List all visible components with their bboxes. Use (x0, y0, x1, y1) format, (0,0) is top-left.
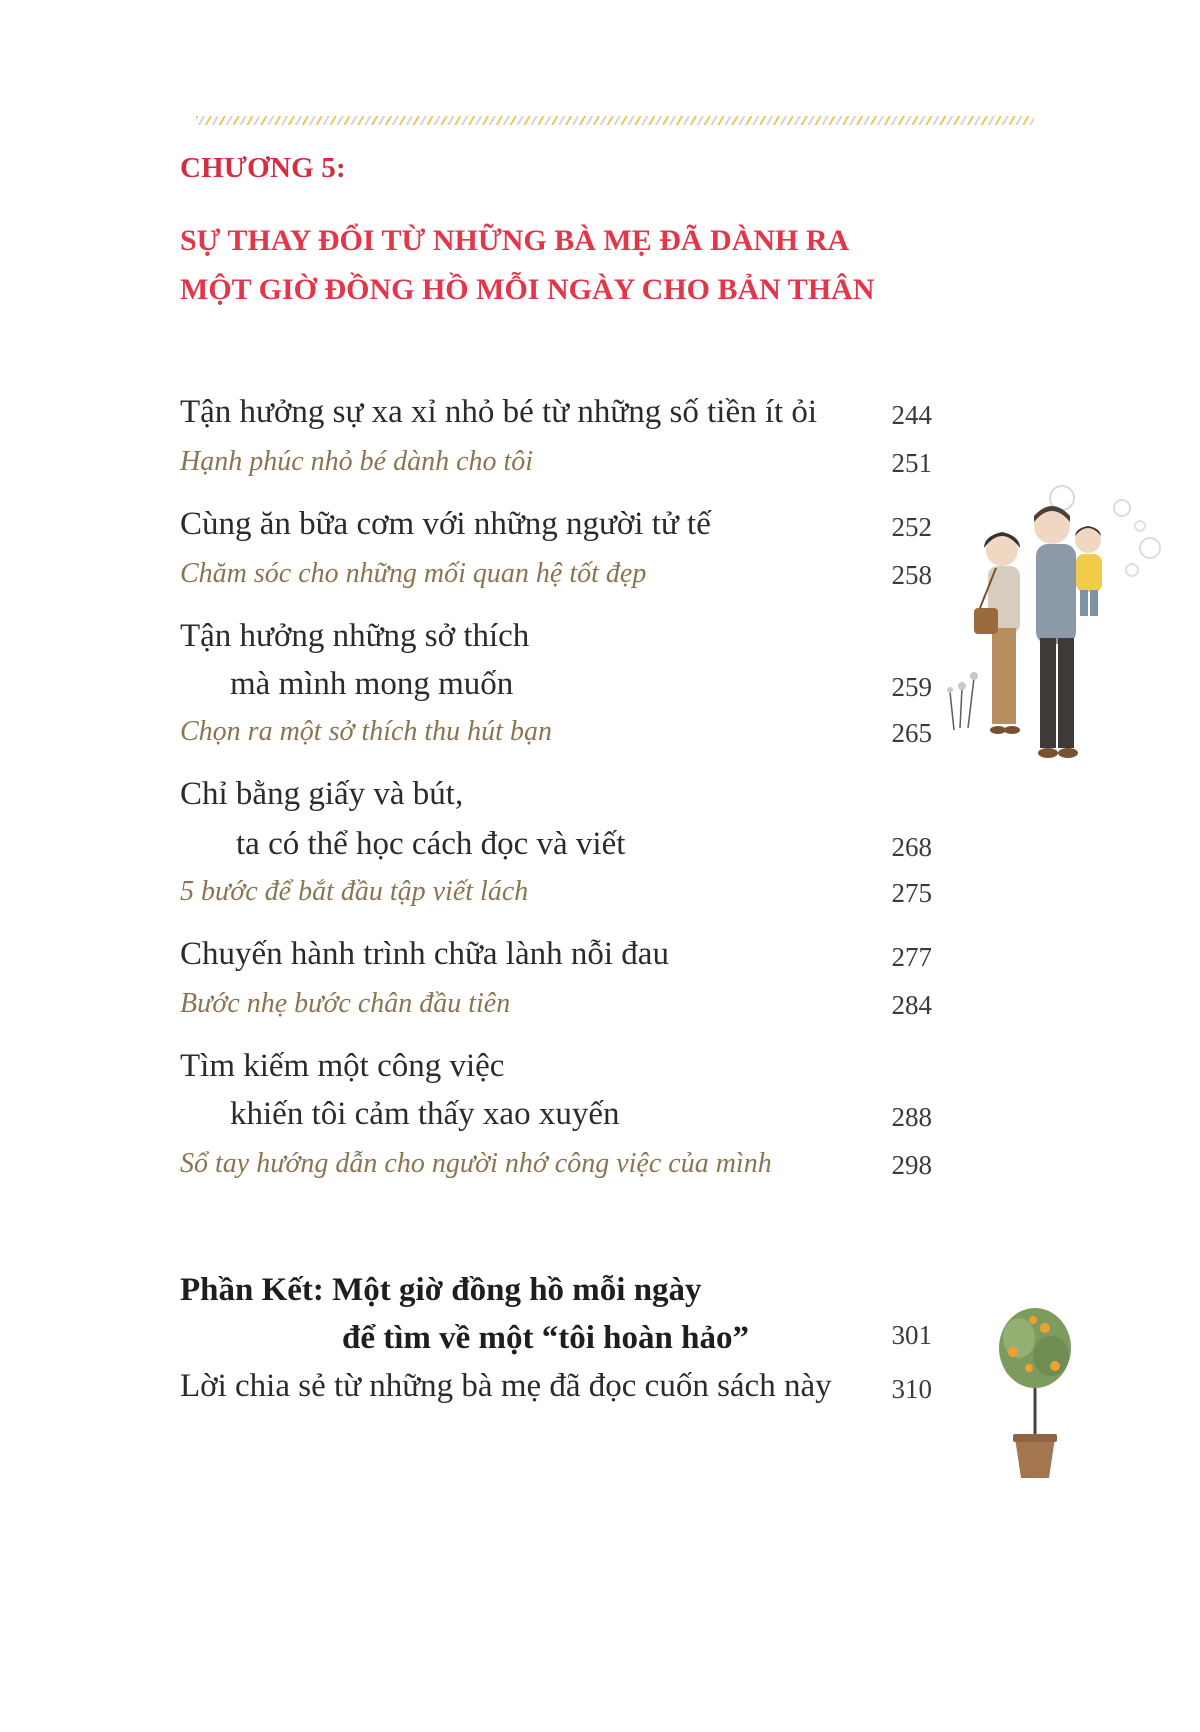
toc-subentry-page: 284 (891, 990, 932, 1020)
toc-entry-page: 259 (891, 672, 932, 702)
toc-subentry-page: 251 (891, 448, 932, 478)
family-illustration (940, 478, 1170, 808)
epilogue-extra-title: Lời chia sẻ từ những bà mẹ đã đọc cuốn sách này (180, 1368, 832, 1404)
toc-entry-title: Cùng ăn bữa cơm với những người tử tế (180, 506, 711, 542)
toc-subentry-title: 5 bước để bắt đầu tập viết lách (180, 876, 529, 907)
toc-subentry-title: Chọn ra một sở thích thu hút bạn (180, 716, 552, 747)
chapter-label: CHƯƠNG 5: (180, 152, 346, 184)
toc-entry-title: Tận hưởng những sở thích (180, 618, 530, 654)
epilogue-title-continued: để tìm về một “tôi hoàn hảo” (342, 1320, 749, 1356)
toc-entry-page: 252 (891, 512, 932, 542)
toc-subentry-page: 265 (891, 718, 932, 748)
epilogue-extra-page: 310 (891, 1374, 932, 1404)
toc-entry-title-continued: ta có thể học cách đọc và viết (236, 826, 626, 862)
toc-subentry-title: Chăm sóc cho những mối quan hệ tốt đẹp (180, 558, 647, 589)
chapter-title (180, 216, 940, 314)
toc-subentry-title: Bước nhẹ bước chân đầu tiên (180, 988, 511, 1019)
toc-subentry-page: 258 (891, 560, 932, 590)
toc-entry-title: Tìm kiếm một công việc (180, 1048, 505, 1084)
toc-subentry-title: Sổ tay hướng dẫn cho người nhớ công việc của mình (180, 1148, 772, 1179)
toc-subentry-page: 298 (891, 1150, 932, 1180)
toc-entry-title: Tận hưởng sự xa xỉ nhỏ bé từ những số tiền ít ỏi (180, 394, 818, 430)
toc-entry-page: 268 (891, 832, 932, 862)
toc-subentry-title: Hạnh phúc nhỏ bé dành cho tôi (180, 446, 534, 477)
chapter-title-line-2: MỘT GIỜ ĐỒNG HỒ MỖI NGÀY CHO BẢN THÂN (180, 273, 875, 306)
chapter-title-line-1: SỰ THAY ĐỔI TỪ NHỮNG BÀ MẸ ĐÃ DÀNH RA (180, 224, 850, 257)
potted-tree-illustration (985, 1298, 1085, 1482)
toc-entry-page: 277 (891, 942, 932, 972)
toc-entry-page: 244 (891, 400, 932, 430)
toc-entry-page: 288 (891, 1102, 932, 1132)
toc-entry-title-continued: mà mình mong muốn (230, 666, 514, 702)
epilogue-page: 301 (891, 1320, 932, 1350)
epilogue-title: Phần Kết: Một giờ đồng hồ mỗi ngày (180, 1272, 702, 1308)
toc-entry-title: Chuyến hành trình chữa lành nỗi đau (180, 936, 669, 972)
toc-entry-title-continued: khiến tôi cảm thấy xao xuyến (230, 1096, 620, 1132)
decorative-stripe (196, 116, 1034, 125)
toc-entry-title: Chỉ bằng giấy và bút, (180, 776, 464, 812)
toc-subentry-page: 275 (891, 878, 932, 908)
